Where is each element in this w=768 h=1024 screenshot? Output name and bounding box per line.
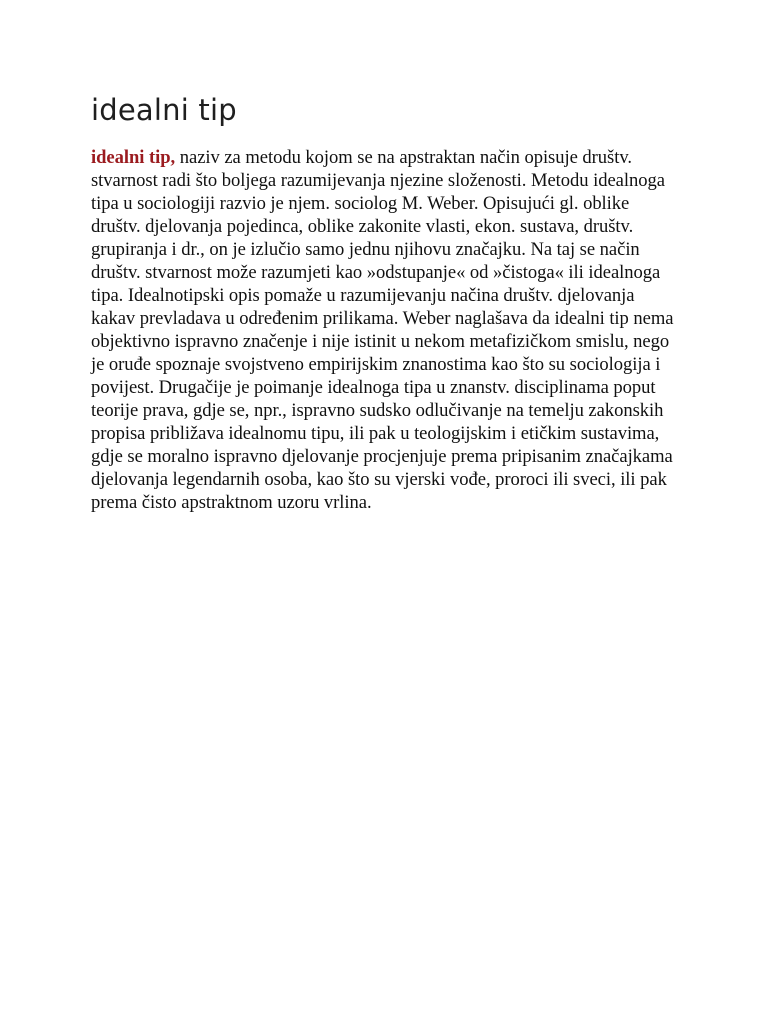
entry-body-text: naziv za metodu kojom se na apstraktan način opisuje društv. stvarnost radi što boljega razumijevanja njezine složenosti. Metodu idealnoga tipa u sociologiji razvio je njem. sociolog M. Weber. Opisujući gl. oblike društv. djelovanja pojedinca, oblike zakonite vlasti, ekon. sustava, društv. grupiranja i dr., on je izlučio samo jednu njihovu značajku. Na taj se način društv. stvarnost može razumjeti kao »odstupanje« od »čistoga« ili idealnoga tipa. Idealnotipski opis pomaže u razumijevanju načina društv. djelovanja kakav prevladava u određenim prilikama. Weber naglašava da idealni tip nema objektivno ispravno značenje i nije istinit u nekom metafizičkom smislu, nego je oruđe spoznaje svojstveno empirijskim znanostima kao što su sociologija i povijest. Drugačije je poimanje idealnoga tipa u znanstv. disciplinama poput teorije prava, gdje se, npr., ispravno sudsko odlučivanje na temelju zakonskih propisa približava idealnomu tipu, ili pak u teologijskim i etičkim sustavima, gdje se moralno ispravno djelovanje procjenjuje prema pripisanim značajkama djelovanja legendarnih osoba, kao što su vjerski vođe, proroci ili sveci, ili pak prema čisto apstraktnom uzoru vrlina. (91, 147, 674, 513)
entry-headword: idealni tip, (91, 147, 176, 168)
document-page (91, 88, 681, 514)
encyclopedia-entry (91, 146, 681, 514)
page-title: idealni tip (91, 93, 237, 127)
